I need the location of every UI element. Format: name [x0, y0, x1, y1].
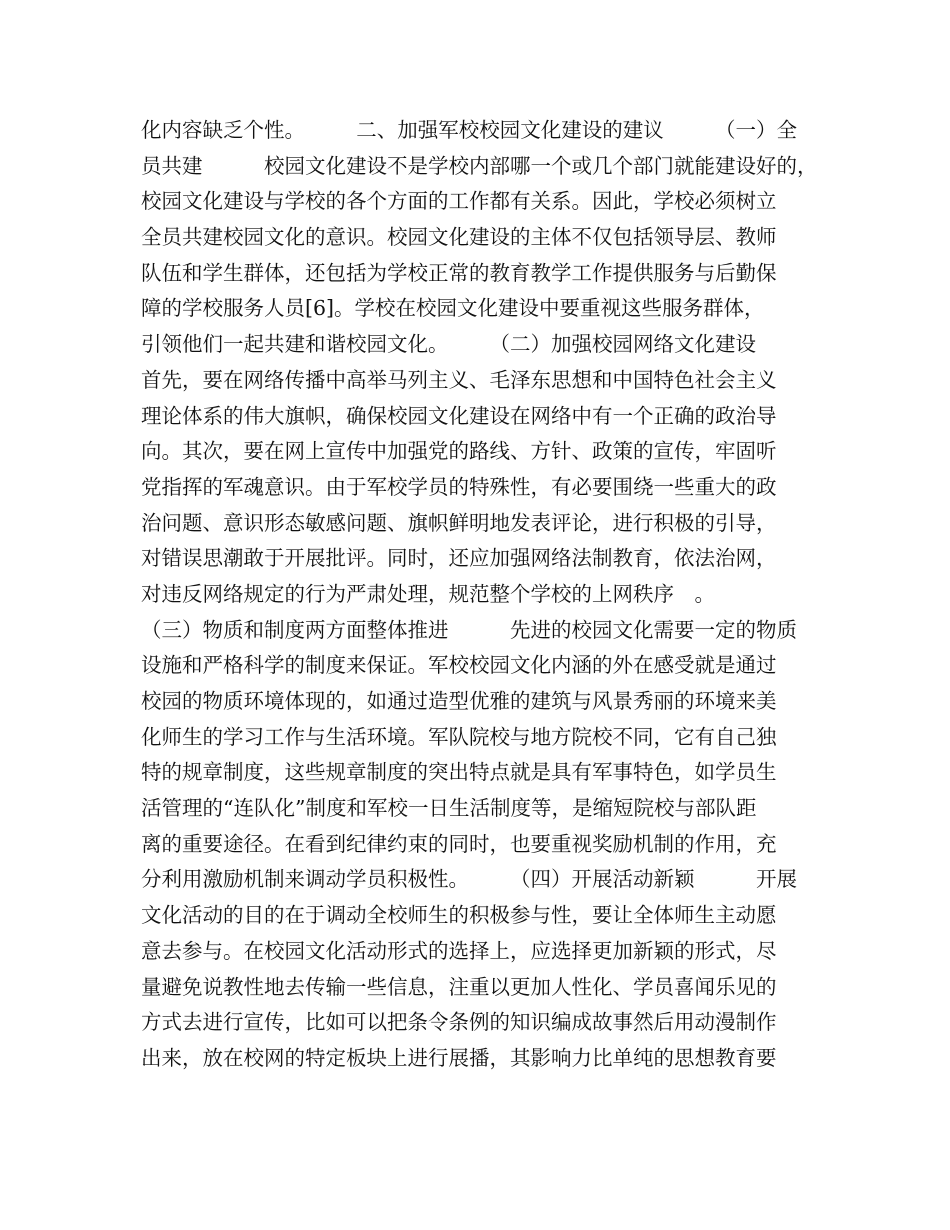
text-line: 文化活动的目的在于调动全校师生的积极参与性，要让全体师生主动愿 — [141, 903, 777, 928]
text-line: 分利用激励机制来调动学员积极性。 （四）开展活动新颖 开展 — [141, 867, 797, 892]
text-line: 对违反网络规定的行为严肃处理，规范整个学校的上网秩序 。 — [141, 581, 715, 606]
text-line: 党指挥的军魂意识。由于军校学员的特殊性，有必要围绕一些重大的政 — [141, 474, 777, 499]
text-line: 员共建 校园文化建设不是学校内部哪一个或几个部门就能建设好的， — [141, 153, 818, 178]
text-line: 治问题、意识形态敏感问题、旗帜鲜明地发表评论，进行积极的引导， — [141, 510, 777, 535]
text-line: 队伍和学生群体，还包括为学校正常的教育教学工作提供服务与后勤保 — [141, 260, 777, 285]
text-line: 化师生的学习工作与生活环境。军队院校与地方院校不同，它有自己独 — [141, 724, 777, 749]
text-line: 方式去进行宣传，比如可以把条令条例的知识编成故事然后用动漫制作 — [141, 1010, 777, 1035]
text-line: 全员共建校园文化的意识。校园文化建设的主体不仅包括领导层、教师 — [141, 225, 777, 250]
text-line: 意去参与。在校园文化活动形式的选择上，应选择更加新颖的形式，尽 — [141, 938, 777, 963]
text-line: 首先，要在网络传播中高举马列主义、毛泽东思想和中国特色社会主义 — [141, 367, 777, 392]
text-line: 对错误思潮敢于开展批评。同时，还应加强网络法制教育，依法治网， — [141, 546, 777, 571]
text-line: 引领他们一起共建和谐校园文化。 （二）加强校园网络文化建设 — [141, 332, 756, 357]
body-text — [141, 113, 821, 1077]
text-line: 出来，放在校网的特定板块上进行展播，其影响力比单纯的思想教育要 — [141, 1045, 777, 1070]
text-line: 特的规章制度，这些规章制度的突出特点就是具有军事特色，如学员生 — [141, 760, 777, 785]
text-line: 化内容缺乏个性。 二、加强军校校园文化建设的建议 （一）全 — [141, 118, 797, 142]
text-line: 校园的物质环境体现的，如通过造型优雅的建筑与风景秀丽的环境来美 — [141, 689, 777, 713]
text-line: 活管理的“连队化”制度和军校一日生活制度等，是缩短院校与部队距 — [141, 796, 757, 821]
text-line: 离的重要途径。在看到纪律约束的同时，也要重视奖励机制的作用，充 — [141, 831, 777, 856]
text-line: 理论体系的伟大旗帜，确保校园文化建设在网络中有一个正确的政治导 — [141, 403, 777, 428]
text-line: 障的学校服务人员[6]。学校在校园文化建设中要重视这些服务群体， — [141, 296, 765, 321]
text-line: 校园文化建设与学校的各个方面的工作都有关系。因此，学校必须树立 — [141, 189, 777, 214]
text-line: 设施和严格科学的制度来保证。军校校园文化内涵的外在感受就是通过 — [141, 653, 777, 678]
text-line: 向。其次，要在网上宣传中加强党的路线、方针、政策的宣传，牢固听 — [141, 439, 777, 464]
text-line: 量避免说教性地去传输一些信息，注重以更加人性化、学员喜闻乐见的 — [141, 974, 777, 999]
text-line: （三）物质和制度两方面整体推进 先进的校园文化需要一定的物质 — [141, 617, 797, 642]
